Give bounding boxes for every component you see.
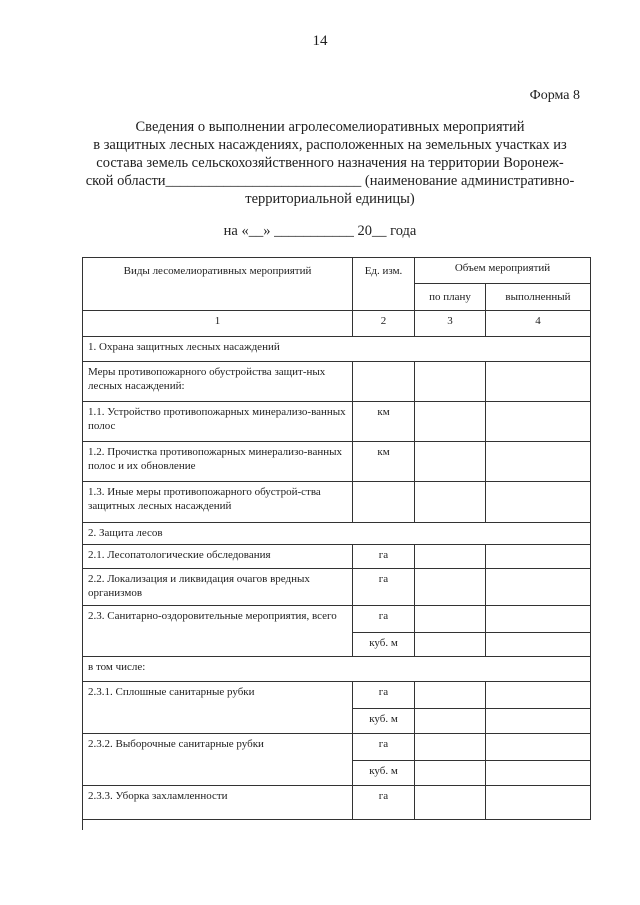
cell-done [486,482,591,523]
row-1-1-unit: км [353,402,415,442]
date-line: на «__» ___________ 20__ года [223,223,417,239]
row-1-2-unit: км [353,442,415,482]
row-2-3-2-unit-m3: куб. м [353,761,415,786]
title-line-5: территориальной единицы) [245,191,415,207]
form-label: Форма 8 [529,88,580,103]
section-2-title: 2. Защита лесов [83,523,591,545]
cell-plan [415,709,486,734]
cell-done [486,734,591,761]
cell-plan [415,442,486,482]
header-type: Виды лесомелиоративных мероприятий [83,258,353,311]
row-2-3-2-unit-ha: га [353,734,415,761]
cell-plan [415,362,486,402]
row-2-3-2: 2.3.2. Выборочные санитарные рубки [83,734,353,786]
cell-done [486,709,591,734]
cell-plan [415,545,486,569]
row-2-3-1-unit-ha: га [353,682,415,709]
cell-unit [353,482,415,523]
cell-plan [415,633,486,657]
column-number-1: 1 [83,311,353,337]
title-line-3: состава земель сельскохозяйственного назначения на территории Воронеж- [96,155,564,171]
cell-plan [415,682,486,709]
row-1-2: 1.2. Прочистка противопожарных минерализо-ванных полос и их обновление [83,442,353,482]
header-plan: по плану [415,284,486,311]
cell-plan [415,761,486,786]
title-line-1: Сведения о выполнении агролесомелиоративных мероприятий [135,119,525,135]
including-label: в том числе: [83,657,591,682]
title-line-4: ской области___________________________ (наименование административно- [85,173,575,189]
title-line-2: в защитных лесных насаждениях, расположенных на земельных участках из [93,137,567,153]
row-2-2: 2.2. Локализация и ликвидация очагов вредных организмов [83,569,353,606]
cell-done [486,606,591,633]
row-2-1: 2.1. Лесопатологические обследования [83,545,353,569]
measures-table [82,257,591,830]
header-done: выполненный [486,284,591,311]
row-2-3-1: 2.3.1. Сплошные санитарные рубки [83,682,353,734]
column-number-3: 3 [415,311,486,337]
cell-plan [415,734,486,761]
cell-done [486,761,591,786]
row-2-3: 2.3. Санитарно-оздоровительные мероприятия, всего [83,606,353,657]
page-number: 14 [312,33,328,49]
row-2-2-unit: га [353,569,415,606]
row-2-3-1-unit-m3: куб. м [353,709,415,734]
document-title [80,118,580,208]
column-number-4: 4 [486,311,591,337]
row-2-1-unit: га [353,545,415,569]
cell-done [486,786,591,820]
cell-unit [353,362,415,402]
cell-done [486,633,591,657]
row-1-3: 1.3. Иные меры противопожарного обустрой-ства защитных лесных насаждений [83,482,353,523]
row-2-3-unit-ha: га [353,606,415,633]
cell-done [486,682,591,709]
row-2-3-3-unit: га [353,786,415,820]
section-1-title: 1. Охрана защитных лесных насаждений [83,337,591,362]
cell-plan [415,606,486,633]
cell-done [486,569,591,606]
cell-done [486,545,591,569]
cell-done [486,362,591,402]
row-2-3-3: 2.3.3. Уборка захламленности [83,786,353,820]
column-number-2: 2 [353,311,415,337]
header-volume: Объем мероприятий [415,258,591,284]
row-1-1: 1.1. Устройство противопожарных минерализо-ванных полос [83,402,353,442]
cell-done [486,402,591,442]
header-unit: Ед. изм. [353,258,415,311]
row-2-3-unit-m3: куб. м [353,633,415,657]
cell-done [486,442,591,482]
cell-plan [415,569,486,606]
cell-plan [415,482,486,523]
cell-plan [415,786,486,820]
row-fire-measures: Меры противопожарного обустройства защит-ных лесных насаждений: [83,362,353,402]
cell-plan [415,402,486,442]
